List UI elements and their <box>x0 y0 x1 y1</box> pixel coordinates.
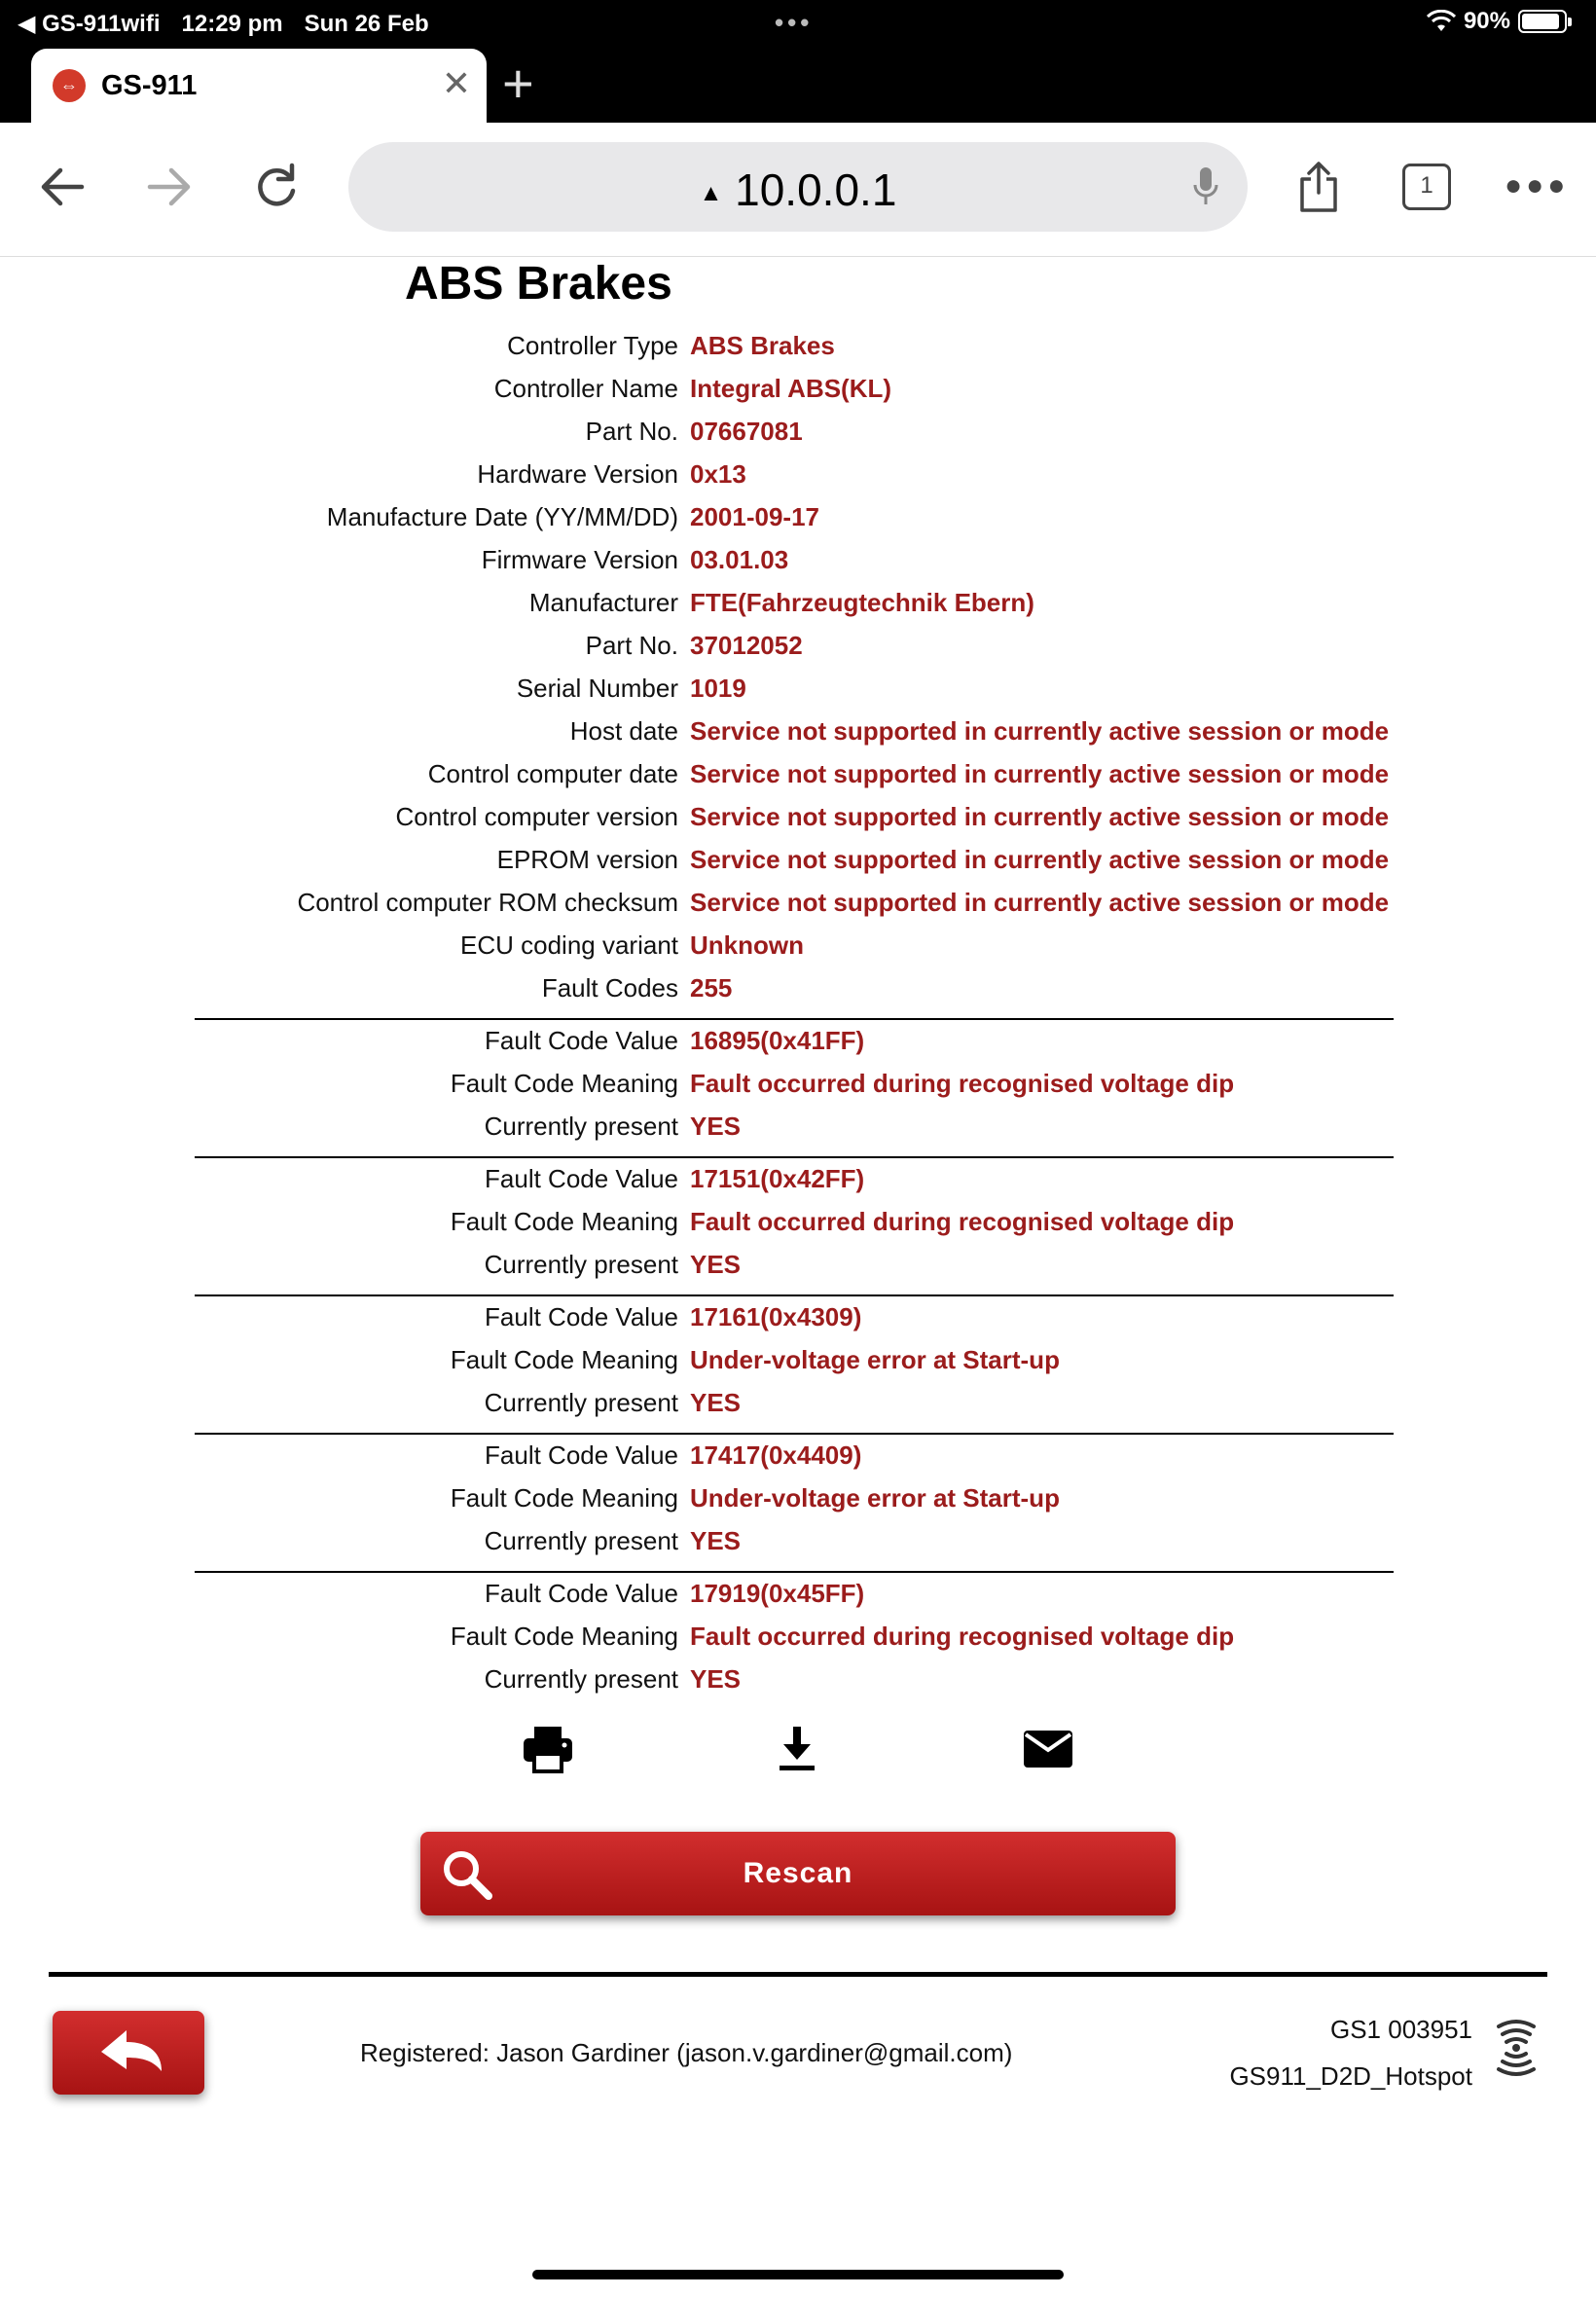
info-row <box>0 1345 1596 1388</box>
info-row <box>0 1112 1596 1154</box>
fault-separator <box>195 1571 1394 1573</box>
rescan-label: Rescan <box>743 1857 853 1889</box>
info-value: 16895(0x41FF) <box>690 1026 865 1055</box>
info-value: YES <box>690 1664 742 1694</box>
warning-icon: ▲ <box>699 179 723 206</box>
back-button[interactable] <box>53 2011 204 2095</box>
info-row <box>0 374 1596 417</box>
info-label: Fault Code Meaning <box>450 1069 678 1098</box>
info-row <box>0 588 1596 631</box>
info-label: Manufacturer <box>528 588 678 617</box>
info-label: EPROM version <box>496 845 678 874</box>
info-label: Fault Code Meaning <box>450 1207 678 1236</box>
download-icon[interactable] <box>776 1725 818 1773</box>
info-value: Fault occurred during recognised voltage dip <box>690 1207 1235 1236</box>
info-label: Firmware Version <box>481 545 678 574</box>
info-value: 1019 <box>690 674 746 703</box>
info-label: Fault Code Meaning <box>450 1622 678 1651</box>
info-row <box>0 631 1596 674</box>
info-label: Controller Type <box>507 331 678 360</box>
info-value: Unknown <box>690 930 804 960</box>
info-row <box>0 1483 1596 1526</box>
info-label: Fault Code Value <box>485 1579 678 1608</box>
info-value: YES <box>690 1250 742 1279</box>
info-row <box>0 1664 1596 1707</box>
back-arrow-icon[interactable] <box>33 158 91 216</box>
info-label: Fault Codes <box>541 973 678 1003</box>
info-label: Fault Code Value <box>485 1440 678 1470</box>
action-icons <box>0 1725 1596 1783</box>
browser-toolbar <box>0 123 1596 257</box>
info-value: 17151(0x42FF) <box>690 1164 865 1193</box>
info-label: Fault Code Value <box>485 1164 678 1193</box>
info-value: YES <box>690 1526 742 1555</box>
info-value: 17417(0x4409) <box>690 1440 862 1470</box>
reply-arrow-icon <box>53 2011 204 2095</box>
info-row <box>0 502 1596 545</box>
info-row <box>0 716 1596 759</box>
tab-strip <box>0 47 1596 123</box>
share-icon[interactable] <box>1294 160 1343 214</box>
tabs-count: 1 <box>1420 172 1433 199</box>
info-row <box>0 417 1596 459</box>
info-value: 0x13 <box>690 459 746 489</box>
battery-percent: 90% <box>1463 8 1510 34</box>
info-value: Service not supported in currently active session or mode <box>690 716 1390 746</box>
info-label: Control computer version <box>395 802 678 831</box>
info-row <box>0 1069 1596 1112</box>
info-label: Fault Code Value <box>485 1026 678 1055</box>
tab-title: GS-911 <box>101 69 198 101</box>
microphone-icon[interactable] <box>1191 165 1220 208</box>
info-label: Currently present <box>484 1526 678 1555</box>
info-row <box>0 674 1596 716</box>
info-row <box>0 1526 1596 1569</box>
address-bar[interactable] <box>348 142 1248 232</box>
page-title: ABS Brakes <box>405 258 672 310</box>
info-row <box>0 331 1596 374</box>
info-row <box>0 802 1596 845</box>
status-bar <box>0 0 1596 47</box>
battery-icon <box>1518 10 1567 33</box>
fault-separator <box>195 1156 1394 1158</box>
info-row <box>0 1250 1596 1293</box>
info-label: Currently present <box>484 1112 678 1141</box>
info-value: Service not supported in currently active session or mode <box>690 888 1390 917</box>
address-text <box>348 164 1248 216</box>
status-date: Sun 26 Feb <box>304 10 429 37</box>
info-label: Hardware Version <box>477 459 678 489</box>
info-row <box>0 1302 1596 1345</box>
email-icon[interactable] <box>1022 1729 1074 1769</box>
device-id: GS1 003951 <box>1329 2015 1472 2044</box>
fault-separator <box>195 1294 1394 1296</box>
info-row <box>0 1440 1596 1483</box>
info-row <box>0 845 1596 888</box>
wifi-icon <box>1427 10 1456 33</box>
info-row <box>0 1579 1596 1622</box>
info-label: Fault Code Value <box>485 1302 678 1331</box>
info-row <box>0 1622 1596 1664</box>
info-label: Currently present <box>484 1664 678 1694</box>
info-label: Host date <box>569 716 678 746</box>
info-row <box>0 888 1596 930</box>
info-value: Service not supported in currently active session or mode <box>690 759 1390 788</box>
info-row <box>0 1026 1596 1069</box>
info-row <box>0 545 1596 588</box>
info-value: Fault occurred during recognised voltage dip <box>690 1622 1235 1651</box>
network-name: GS911_D2D_Hotspot <box>1229 2061 1472 2091</box>
info-value: ABS Brakes <box>690 331 835 360</box>
info-value: 07667081 <box>690 417 803 446</box>
battery-fill <box>1522 14 1559 29</box>
forward-arrow-icon[interactable] <box>140 158 199 216</box>
info-value: Fault occurred during recognised voltage dip <box>690 1069 1235 1098</box>
address-url: 10.0.0.1 <box>735 164 897 215</box>
info-label: Part No. <box>585 417 678 446</box>
info-label: Fault Code Meaning <box>450 1483 678 1513</box>
info-value: Under-voltage error at Start-up <box>690 1345 1060 1374</box>
info-row <box>0 930 1596 973</box>
footer-divider <box>49 1972 1547 1977</box>
info-value: YES <box>690 1388 742 1417</box>
info-row <box>0 973 1596 1016</box>
info-row <box>0 759 1596 802</box>
info-label: Controller Name <box>493 374 678 403</box>
info-value: Integral ABS(KL) <box>690 374 892 403</box>
info-label: Manufacture Date (YY/MM/DD) <box>326 502 678 531</box>
fault-separator <box>195 1433 1394 1435</box>
back-app-name: GS-911wifi <box>42 11 161 37</box>
info-row <box>0 1207 1596 1250</box>
info-label: Control computer date <box>427 759 678 788</box>
info-value: Service not supported in currently active session or mode <box>690 845 1390 874</box>
info-label: ECU coding variant <box>460 930 678 960</box>
rescan-button[interactable] <box>420 1832 1176 1915</box>
info-value: Under-voltage error at Start-up <box>690 1483 1060 1513</box>
registered-text: Registered: Jason Gardiner (jason.v.gardiner@gmail.com) <box>360 2038 1013 2067</box>
fault-separator <box>195 1018 1394 1020</box>
status-time: 12:29 pm <box>181 10 283 37</box>
info-label: Currently present <box>484 1388 678 1417</box>
reload-icon[interactable] <box>247 158 306 216</box>
info-value: 17161(0x4309) <box>690 1302 862 1331</box>
more-options-icon[interactable]: ●●● <box>1505 169 1570 201</box>
back-to-app-link[interactable]: ◀ GS-911wifi <box>18 11 161 37</box>
info-label: Control computer ROM checksum <box>297 888 678 917</box>
tabs-count-button[interactable] <box>1402 164 1451 210</box>
info-value: 255 <box>690 973 733 1003</box>
info-row <box>0 459 1596 502</box>
info-label: Fault Code Meaning <box>450 1345 678 1374</box>
info-label: Currently present <box>484 1250 678 1279</box>
gs911-favicon-icon: ⇔ <box>53 69 86 102</box>
info-value: 17919(0x45FF) <box>690 1579 865 1608</box>
info-value: YES <box>690 1112 742 1141</box>
info-value: 03.01.03 <box>690 545 789 574</box>
info-value: 37012052 <box>690 631 803 660</box>
browser-tab[interactable] <box>31 49 487 123</box>
info-label: Part No. <box>585 631 678 660</box>
info-label: Serial Number <box>516 674 678 703</box>
info-value: Service not supported in currently active session or mode <box>690 802 1390 831</box>
close-tab-icon[interactable]: ✕ <box>441 63 471 103</box>
info-value: 2001-09-17 <box>690 502 819 531</box>
hotspot-wifi-icon <box>1493 2019 1540 2077</box>
info-value: FTE(Fahrzeugtechnik Ebern) <box>690 588 1034 617</box>
new-tab-icon[interactable]: + <box>502 53 534 114</box>
info-row <box>0 1164 1596 1207</box>
print-icon[interactable] <box>522 1725 574 1773</box>
home-indicator <box>532 2270 1064 2279</box>
info-row <box>0 1388 1596 1431</box>
multitask-dots-icon[interactable]: ••• <box>775 8 814 37</box>
